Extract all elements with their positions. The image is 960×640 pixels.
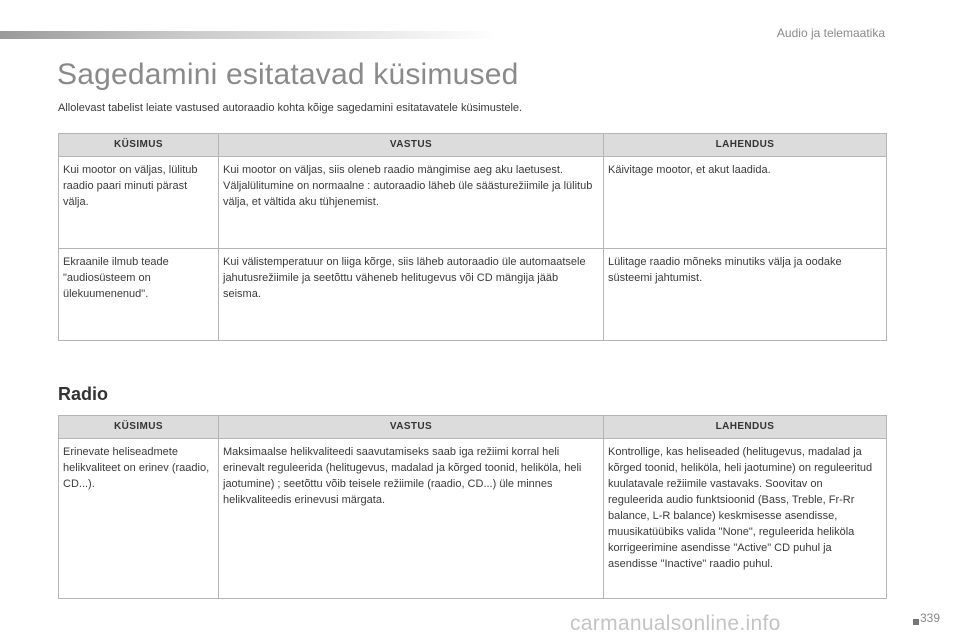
table-header-row xyxy=(59,416,887,439)
column-header-answer: VASTUS xyxy=(219,134,604,157)
question-cell: Kui mootor on väljas, lülitub raadio paari minuti pärast välja. xyxy=(59,157,219,249)
column-header-question: KÜSIMUS xyxy=(59,416,219,439)
page-title: Sagedamini esitatavad küsimused xyxy=(57,58,519,91)
table-header-row xyxy=(59,134,887,157)
solution-cell: Kontrollige, kas heliseaded (helitugevus, madalad ja kõrged toonid, heliköla, heli jaotumine) on reguleeritud kuulatavale režiimile vastavaks. Soovitav on reguleerida audio funktsioonid (Bass, Treble, Fr-Rr balance, L-R balance) keskmisesse asendisse, muusikatüübiks valida "None", reguleerida heliköla korrigeerimine asendisse "Active" CD puhul ja asendisse "Inactive" raadio puhul. xyxy=(604,439,887,599)
watermark: carmanualsonline.info xyxy=(570,612,781,635)
page-marker-square xyxy=(913,619,919,625)
question-cell: Ekraanile ilmub teade "audiosüsteem on ülekuumenenud". xyxy=(59,249,219,341)
faq-table-general xyxy=(58,133,887,341)
table-row xyxy=(59,249,887,341)
intro-text: Allolevast tabelist leiate vastused autoraadio kohta kõige sagedamini esitatavatele küsimustele. xyxy=(58,102,523,114)
answer-paragraph: Kui välistemperatuur on liiga kõrge, siis läheb autoraadio üle automaatsele jahutusrežiimile ja seetõttu väheneb helitugevus või CD mängija jääb seisma. xyxy=(223,256,586,300)
radio-section-heading: Radio xyxy=(58,384,109,404)
question-cell: Erinevate heliseadmete helikvaliteet on erinev (raadio, CD...). xyxy=(59,439,219,599)
answer-cell xyxy=(219,157,604,249)
table-row xyxy=(59,157,887,249)
solution-cell: Lülitage raadio mõneks minutiks välja ja oodake süsteemi jahtumist. xyxy=(604,249,887,341)
answer-paragraph: Kui mootor on väljas, siis oleneb raadio mängimise aeg aku laetusest. xyxy=(223,164,563,176)
table-row xyxy=(59,439,887,599)
column-header-solution: LAHENDUS xyxy=(604,416,887,439)
column-header-solution: LAHENDUS xyxy=(604,134,887,157)
column-header-question: KÜSIMUS xyxy=(59,134,219,157)
section-label: Audio ja telemaatika xyxy=(776,26,885,40)
header-gradient-bar xyxy=(0,31,500,39)
answer-cell xyxy=(219,439,604,599)
answer-paragraph: Maksimaalse helikvaliteedi saavutamiseks saab iga režiimi korral heli erinevalt reguleerida (helitugevus, madalad ja kõrged toonid, heliköla, heli jaotumine) ; seetõttu võib teisele režiimile (raadio, CD...) üle minnes helikvaliteedis erinevusi märgata. xyxy=(223,446,582,506)
page-number: 339 xyxy=(919,611,940,625)
answer-paragraph: Väljalülitumine on normaalne : autoraadio läheb üle säästurežiimile ja lülitub välja, et vältida aku tühjenemist. xyxy=(223,180,593,208)
answer-cell xyxy=(219,249,604,341)
faq-table-radio xyxy=(58,415,887,599)
solution-cell: Käivitage mootor, et akut laadida. xyxy=(604,157,887,249)
column-header-answer: VASTUS xyxy=(219,416,604,439)
